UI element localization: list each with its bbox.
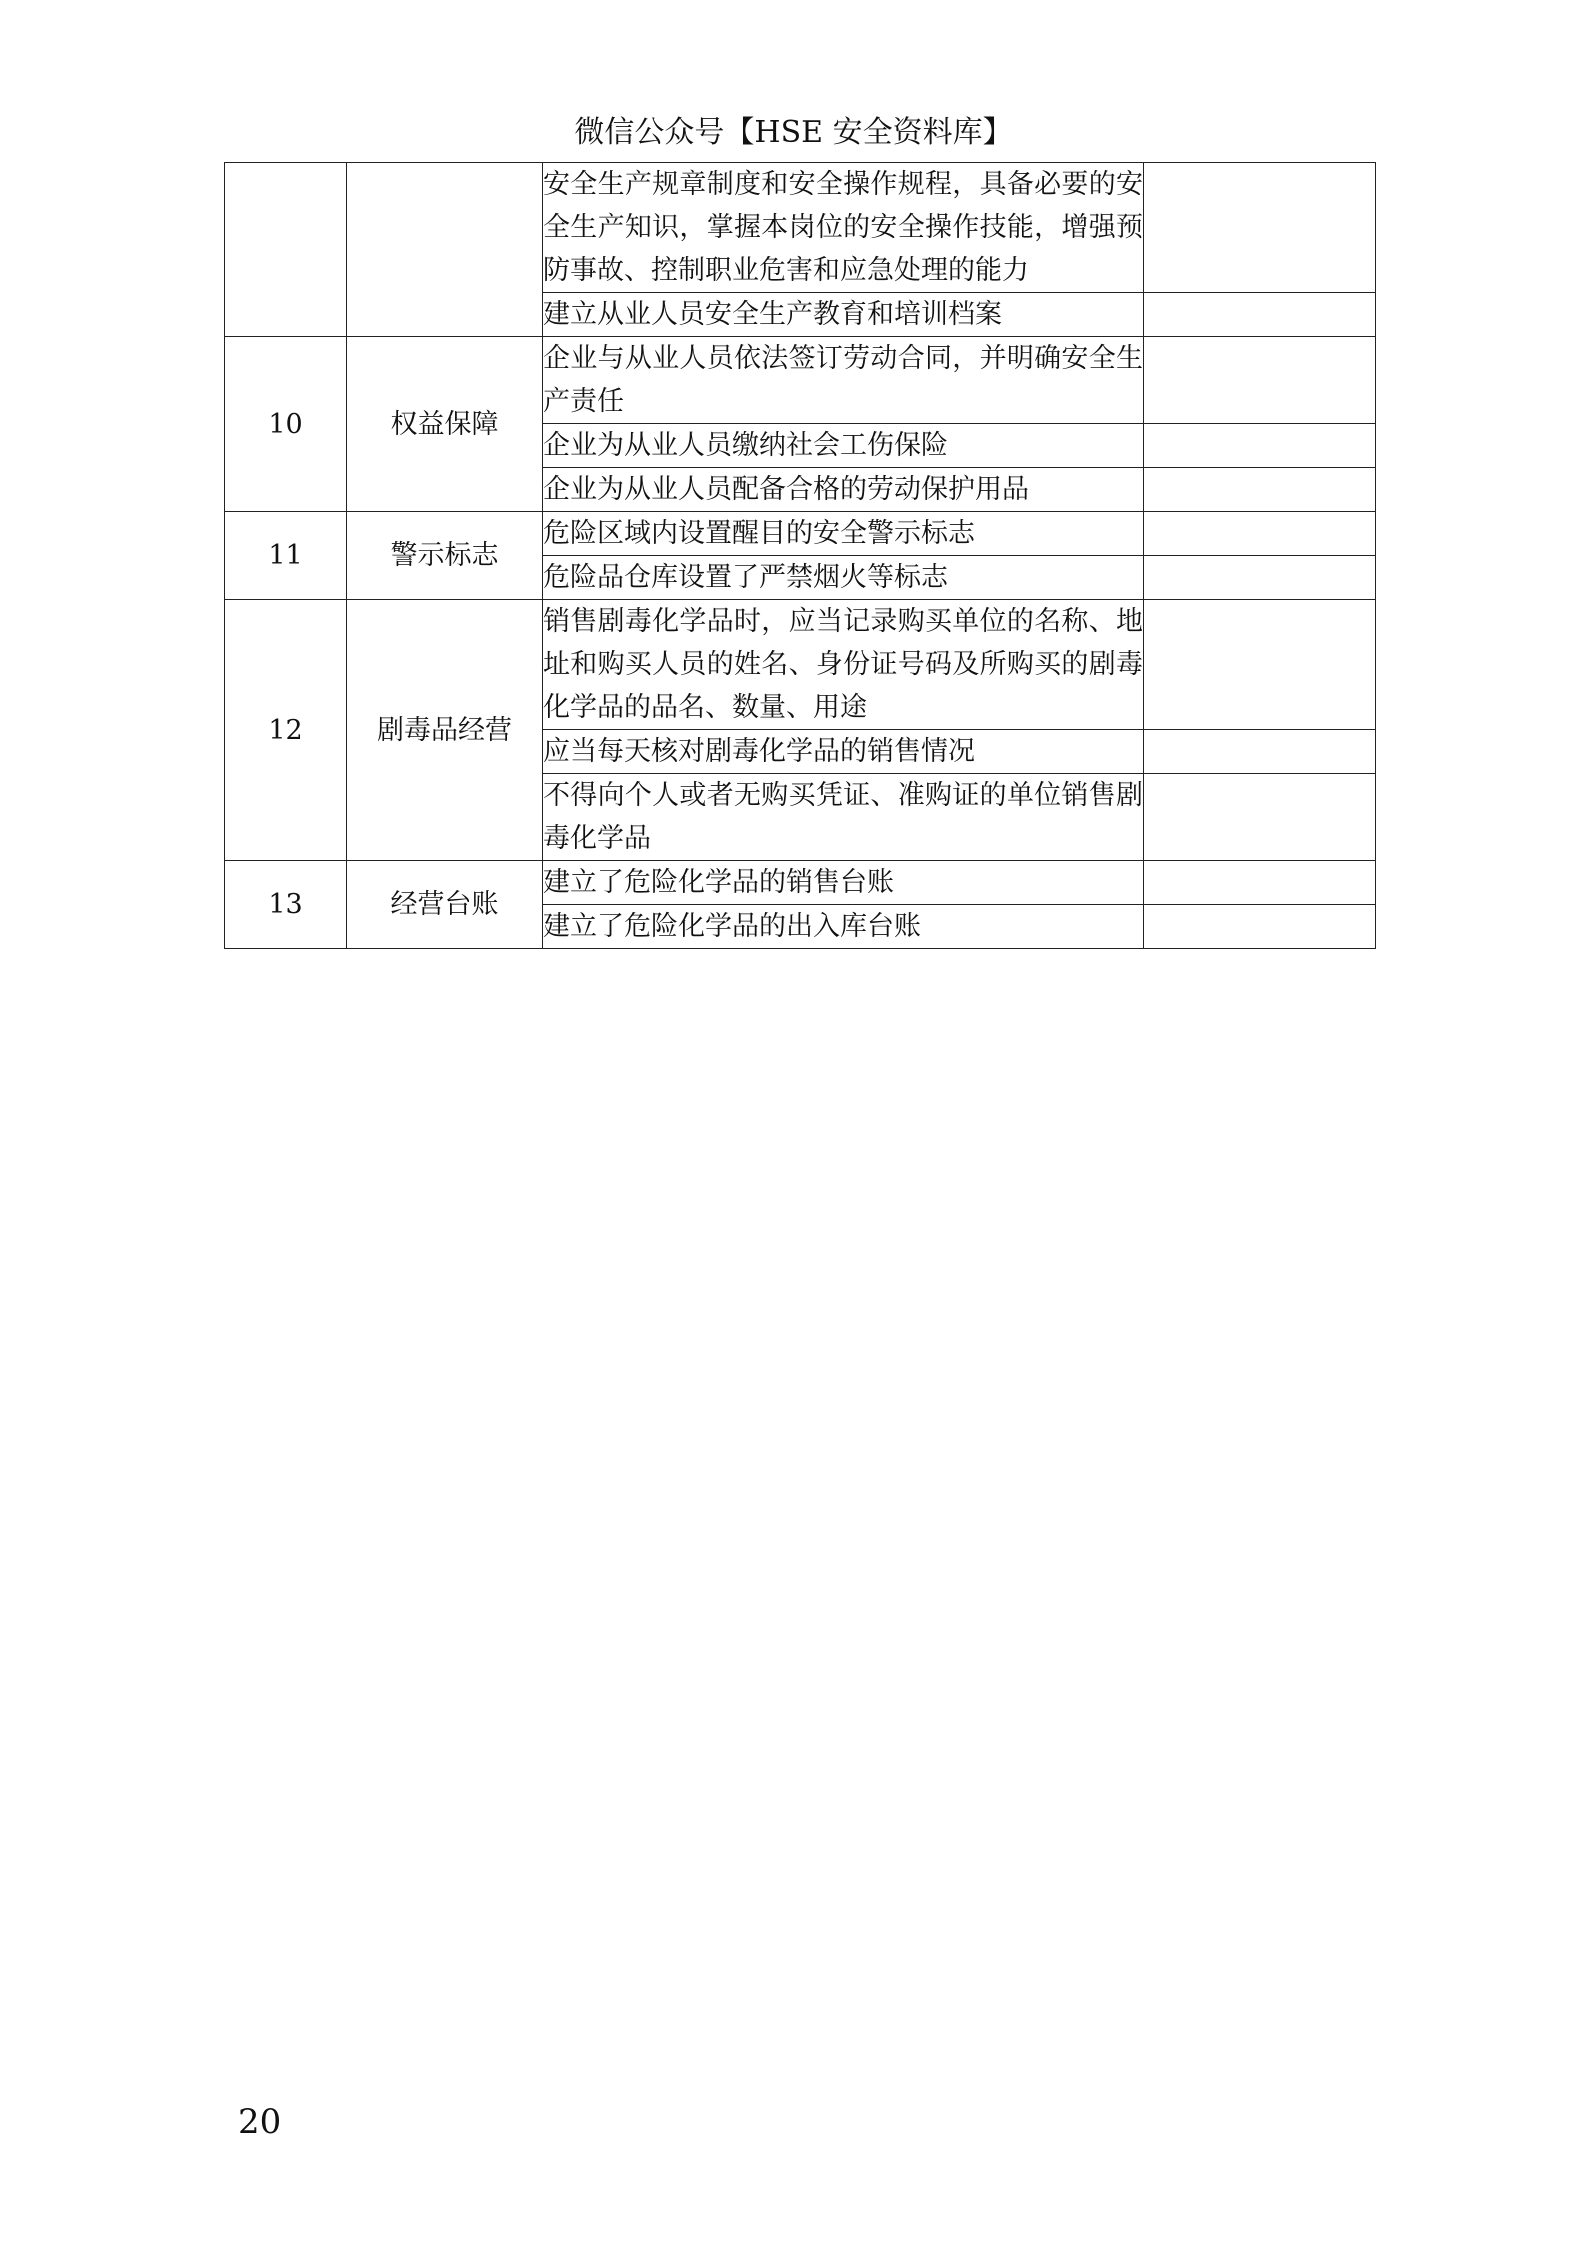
inspection-item: 建立了危险化学品的出入库台账 (543, 905, 1144, 949)
table-row (225, 337, 1376, 424)
table-row (225, 600, 1376, 730)
check-result-cell (1144, 468, 1376, 512)
inspection-item: 建立了危险化学品的销售台账 (543, 861, 1144, 905)
inspection-table (224, 162, 1376, 949)
check-result-cell (1144, 293, 1376, 337)
page-number: 20 (238, 2102, 282, 2142)
row-number: 13 (225, 861, 347, 949)
check-result-cell (1144, 730, 1376, 774)
table-row (225, 512, 1376, 556)
table-row (225, 861, 1376, 905)
inspection-item: 安全生产规章制度和安全操作规程，具备必要的安全生产知识，掌握本岗位的安全操作技能，增强预防事故、控制职业危害和应急处理的能力 (543, 163, 1144, 293)
row-category (347, 163, 543, 337)
check-result-cell (1144, 337, 1376, 424)
check-result-cell (1144, 424, 1376, 468)
row-category: 警示标志 (347, 512, 543, 600)
check-result-cell (1144, 861, 1376, 905)
check-result-cell (1144, 163, 1376, 293)
row-number: 10 (225, 337, 347, 512)
inspection-item: 应当每天核对剧毒化学品的销售情况 (543, 730, 1144, 774)
row-number (225, 163, 347, 337)
inspection-item: 企业与从业人员依法签订劳动合同，并明确安全生产责任 (543, 337, 1144, 424)
row-category: 经营台账 (347, 861, 543, 949)
page-header: 微信公众号【HSE 安全资料库】 (574, 115, 1013, 150)
inspection-item: 销售剧毒化学品时，应当记录购买单位的名称、地址和购买人员的姓名、身份证号码及所购买的剧毒化学品的品名、数量、用途 (543, 600, 1144, 730)
row-number: 11 (225, 512, 347, 600)
inspection-item: 危险品仓库设置了严禁烟火等标志 (543, 556, 1144, 600)
table-row (225, 163, 1376, 293)
inspection-item: 企业为从业人员缴纳社会工伤保险 (543, 424, 1144, 468)
inspection-item: 企业为从业人员配备合格的劳动保护用品 (543, 468, 1144, 512)
inspection-item: 建立从业人员安全生产教育和培训档案 (543, 293, 1144, 337)
check-result-cell (1144, 774, 1376, 861)
check-result-cell (1144, 556, 1376, 600)
inspection-item: 危险区域内设置醒目的安全警示标志 (543, 512, 1144, 556)
row-category: 权益保障 (347, 337, 543, 512)
inspection-item: 不得向个人或者无购买凭证、准购证的单位销售剧毒化学品 (543, 774, 1144, 861)
row-category: 剧毒品经营 (347, 600, 543, 861)
check-result-cell (1144, 600, 1376, 730)
row-number: 12 (225, 600, 347, 861)
check-result-cell (1144, 512, 1376, 556)
check-result-cell (1144, 905, 1376, 949)
